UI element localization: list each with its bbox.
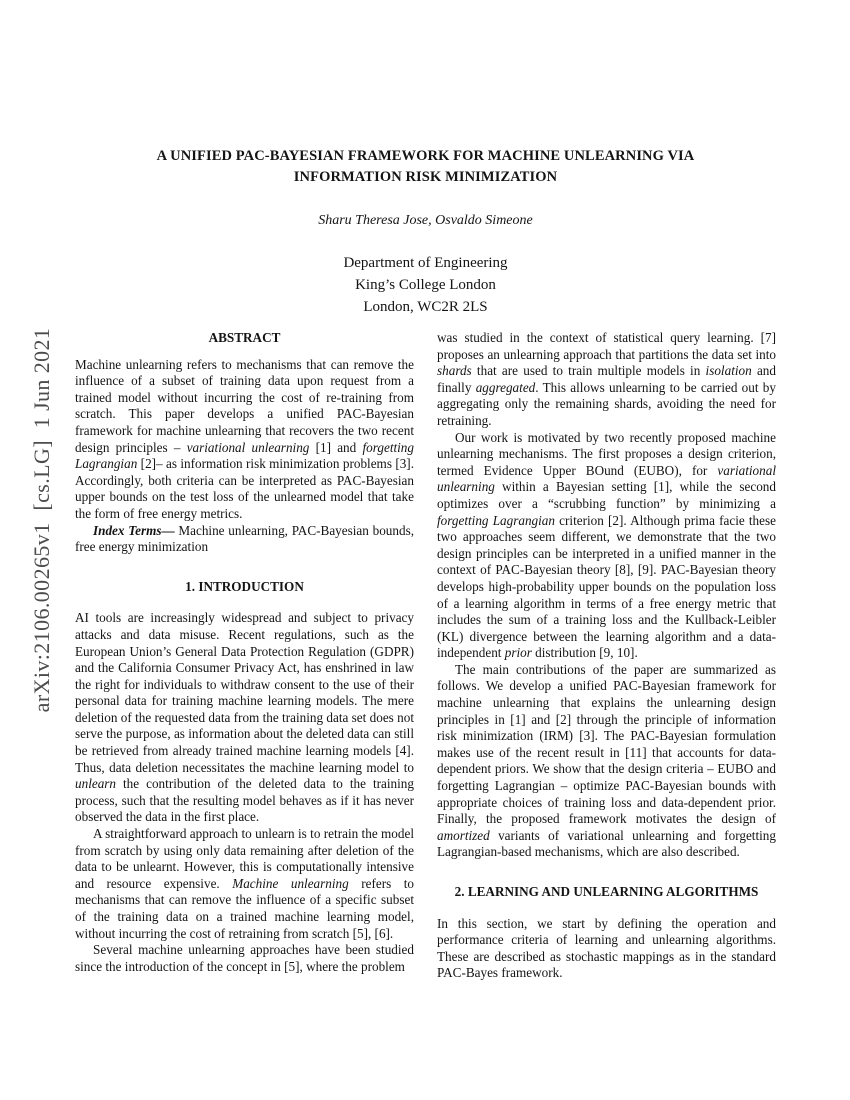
section-1-heading: 1. INTRODUCTION <box>185 578 304 594</box>
introduction-paragraph-5: The main contributions of the paper are summarized as follows. We develop a unified PAC-Bayesian framework for machine unlearning that explains the unlearning design principles in [1] and [2] through the principle of information risk minimization (IRM) [3]. The PAC-Bayesian formulation makes use of the recent result in [11] that accounts for data-dependent priors. We show that the design criteria – EUBO and forgetting Lagrangian – optimize PAC-Bayesian bounds with appropriate choices of training loss and data-dependent prior. Finally, the proposed framework motivates the design of amortized variants of variational unlearning and forgetting Lagrangian-based mechanisms, which are also described. <box>437 661 776 860</box>
index-terms-text: Machine unlearning, PAC-Bayesian bounds, free energy minimization <box>75 522 414 555</box>
introduction-paragraph-3: Several machine unlearning approaches have been studied since the introduction of the concept in [5], where the problem <box>75 942 414 974</box>
introduction-paragraph-2: A straightforward approach to unlearn is to retrain the model from scratch by using only data remaining after deletion of the data to be unlearnt. However, this is computationally intensive and resource expensive. Machine unlearning refers to mechanisms that can remove the influence of a specific subset of the training data on a trained machine learning model, without incurring the cost of retraining from scratch [5], [6]. <box>75 826 414 941</box>
paper-header <box>75 146 776 318</box>
paper-title-line1: A UNIFIED PAC-BAYESIAN FRAMEWORK FOR MACHINE UNLEARNING VIA <box>156 148 695 164</box>
index-terms-line <box>75 523 414 556</box>
affiliation-block <box>75 252 776 318</box>
affiliation-line-city: London, WC2R 2LS <box>363 299 488 315</box>
column-right <box>437 330 776 982</box>
introduction-paragraph-4: Our work is motivated by two recently proposed machine unlearning mechanisms. The first proposes a design criterion, termed Evidence Upper BOund (EUBO), for variational unlearning within a Bayesian setting [1], while the second optimizes over a “scrubbing function” by minimizing a forgetting Lagrangian criterion [2]. Although prima facie these two approaches seem different, we demonstrate that the two design principles can be interpreted in a unified manner in the context of PAC-Bayesian theory [8], [9]. PAC-Bayesian theory develops high-probability upper bounds on the population loss of a learning algorithm in terms of a free energy metric that includes the sum of a training loss and the Kullback-Leibler (KL) divergence between the learning algorithm and a data-independent prior distribution [9, 10]. <box>437 429 776 661</box>
abstract-heading: ABSTRACT <box>208 330 281 345</box>
column-left <box>75 330 414 975</box>
introduction-paragraph-3-continued: was studied in the context of statistical query learning. [7] proposes an unlearning approach that partitions the data set into shards that are used to train multiple models in isolation and finally aggregated. This allows unlearning to be carried out by aggregating only the remaining shards, avoiding the need for retraining. <box>437 330 776 428</box>
introduction-paragraph-1: AI tools are increasingly widespread and subject to privacy attacks and data misuse. Recent regulations, such as the European Union’s General Data Protection Regulation (GDPR) and the California Consumer Privacy Act, has enshrined in law the right for individuals to withdraw consent to the use of their personal data for training machine learning models. The mere deletion of the requested data from the training data set does not serve the purpose, as information about the deleted data can still be retrieved from already trained machine learning models [4]. Thus, data deletion necessitates the machine learning model to unlearn the contribution of the deleted data to the training process, such that the resulting model behaves as if it has never observed the data in the first place. <box>75 610 414 825</box>
section-2-paragraph-1: In this section, we start by defining the operation and performance criteria of learning and unlearning algorithms. These are described as stochastic mappings as in the standard PAC-Bayes framework. <box>437 915 776 981</box>
affiliation-line-institution: King’s College London <box>355 277 496 293</box>
abstract-paragraph: Machine unlearning refers to mechanisms that can remove the influence of a subset of training data upon request from a trained model without incurring the cost of re-training from scratch. This paper develops a unified PAC-Bayesian framework for machine unlearning that recovers the two recent design principles – variational unlearning [1] and forgetting Lagrangian [2]– as information risk minimization problems [3]. Accordingly, both criteria can be interpreted as PAC-Bayesian upper bounds on the test loss of the unlearned model that take the form of free energy metrics. <box>75 356 414 521</box>
arxiv-watermark: arXiv:2106.00265v1 [cs.LG] 1 Jun 2021 <box>29 327 54 713</box>
affiliation-line-department: Department of Engineering <box>343 255 508 271</box>
paper-title-line2: INFORMATION RISK MINIMIZATION <box>293 169 558 185</box>
index-terms-label: Index Terms— <box>93 522 175 538</box>
authors-line: Sharu Theresa Jose, Osvaldo Simeone <box>318 213 533 228</box>
section-2-heading: 2. LEARNING AND UNLEARNING ALGORITHMS <box>454 884 759 899</box>
